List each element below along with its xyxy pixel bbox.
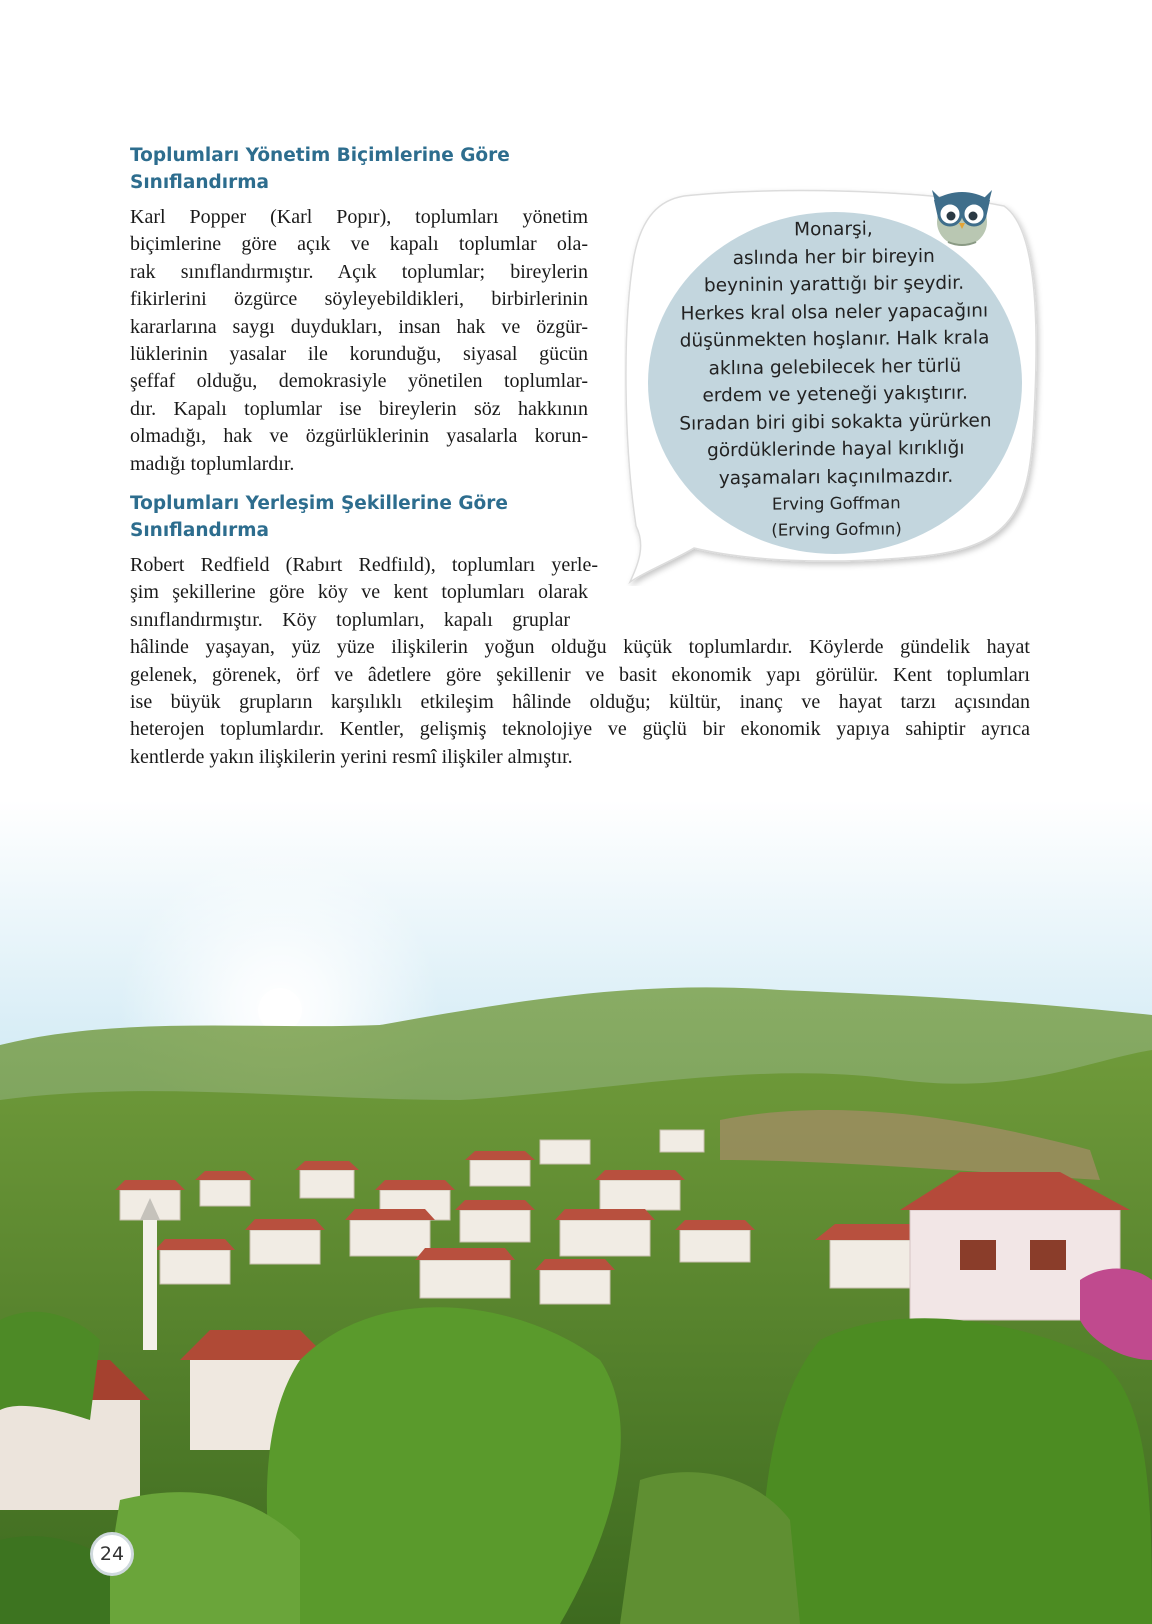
paragraph-line: kararlarına saygı duydukları, insan hak ve özgür- [130, 315, 588, 338]
quote-bubble [624, 186, 1044, 586]
quote-line: gördüklerinde hayal kırıklığı [706, 437, 965, 462]
quote-line: Herkes kral olsa neler yapacağını [680, 299, 989, 325]
paragraph-line: fikirlerini özgürce söyleyebildikleri, birbirlerinin [130, 288, 588, 311]
village-landscape-icon [0, 800, 1152, 1624]
paragraph-line: hâlinde yaşayan, yüz yüze ilişkilerin yoğun olduğu küçük toplumlardır. Köylerde gündelik hayat [130, 636, 1030, 659]
paragraph-line: lüklerinin yasalar ile korunduğu, siyasal gücün [130, 343, 588, 366]
paragraph-line: şim şekillerine göre köy ve kent toplumları olarak [130, 581, 588, 604]
paragraph-line: heterojen toplumlardır. Kentler, gelişmiş teknolojiye ve güçlü bir ekonomik yapıya sahiptir ayrıca [130, 718, 1030, 741]
paragraph-line: Karl Popper (Karl Popır), toplumları yönetim [130, 206, 588, 228]
quote-line: aklına gelebilecek her türlü [708, 355, 962, 379]
owl-icon [926, 178, 998, 250]
page-number: 24 [90, 1532, 134, 1576]
section1-heading-line: Toplumları Yönetim Biçimlerine Göre [130, 145, 510, 166]
paragraph-line: dır. Kapalı toplumlar ise bireylerin söz hakkının [130, 397, 588, 420]
paragraph-line: madığı toplumlardır. [130, 452, 295, 475]
section1-paragraph [130, 204, 588, 478]
paragraph-line: sınıflandırmıştır. Köy toplumları, kapalı gruplar [130, 608, 570, 631]
paragraph-line: olmadığı, hak ve özgürlüklerinin yasalarla korun- [130, 425, 588, 448]
section2-heading-line: Toplumları Yerleşim Şekillerine Göre [130, 493, 508, 514]
quote-line: Sıradan biri gibi sokakta yürürken [679, 409, 992, 435]
section2-heading [130, 490, 508, 544]
quote-line: yaşamaları kaçınılmazdır. [718, 465, 954, 489]
quote-author: Erving Goffman [771, 493, 901, 514]
paragraph-line: kentlerde yakın ilişkilerin yerini resmî ilişkiler almıştır. [130, 745, 573, 768]
paragraph-line: ise büyük grupların karşılıklı etkileşim hâlinde olduğu; kültür, inanç ve hayat tarzı açısından [130, 691, 1030, 714]
quote-line: düşünmekten hoşlanır. Halk krala [679, 327, 990, 352]
quote-line: beyninin yarattığı bir şeydir. [703, 272, 965, 297]
quote-author-pronunciation: (Erving Gofmın) [771, 519, 902, 540]
paragraph-line: rak sınıflandırmıştır. Açık toplumlar; bireylerin [130, 260, 588, 283]
paragraph-line: şeffaf olduğu, demokrasiyle yönetilen toplumlar- [130, 370, 588, 393]
quote-line: Monarşi, [794, 218, 873, 241]
paragraph-line: Robert Redfield (Rabırt Redfiıld), toplumları yerle- [130, 554, 598, 576]
section1-heading [130, 142, 510, 196]
paragraph-line: gelenek, görenek, örf ve âdetlere göre şekillenir ve basit ekonomik yapı görülür. Kent toplumları [130, 663, 1030, 686]
quote-line: aslında her bir bireyin [732, 245, 935, 269]
section1-heading-line: Sınıflandırma [130, 172, 270, 193]
section2-heading-line: Sınıflandırma [130, 520, 270, 541]
quote-text [646, 214, 1023, 545]
paragraph-line: biçimlerine göre açık ve kapalı toplumlar ola- [130, 233, 588, 256]
quote-line: erdem ve yeteneği yakıştırır. [702, 382, 968, 407]
